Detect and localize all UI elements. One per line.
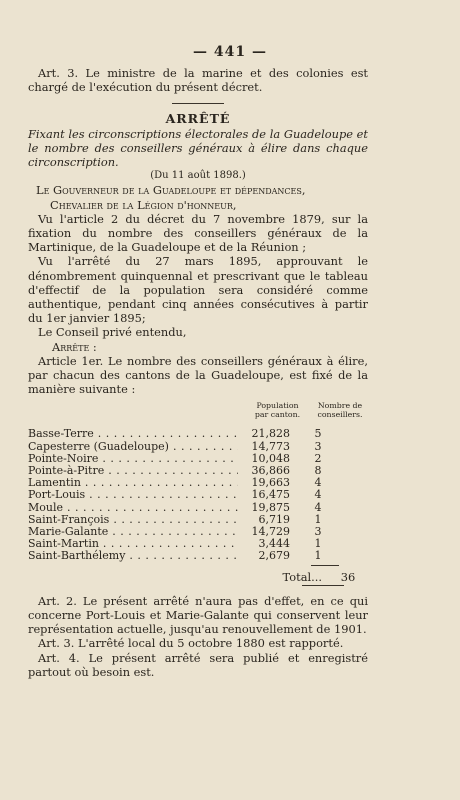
vu-arrete: Vu l'arrêté du 27 mars 1895, approuvant le dénombrement quinquennal et prescrivant que le tableau d'effectif de la population sera considéré comme authentique, pendant cinq années consécutives à partir du 1er janvier 1895; <box>28 254 368 326</box>
canton-councillors: 4 <box>314 476 322 490</box>
header-number: Nombre de conseillers. <box>317 401 363 420</box>
closing-articles <box>28 594 368 679</box>
canton-councillors: 4 <box>314 488 322 502</box>
article-4: Art. 4. Le présent arrêté sera publié et enregistré partout où besoin est. <box>28 650 368 679</box>
table-row <box>28 549 368 561</box>
table-row <box>28 464 368 476</box>
canton-population: 2,679 <box>258 549 290 563</box>
arrete-date: (Du 11 août 1898.) <box>150 170 246 182</box>
arrete-word: Arrête : <box>52 339 97 354</box>
canton-councillors: 1 <box>314 549 322 563</box>
vu-decret: Vu l'article 2 du décret du 7 novembre 1879, sur la fixation du nombre des conseillers généraux de la Martinique, de la Guadeloupe et de la Réunion ; <box>28 211 368 255</box>
canton-councillors: 1 <box>314 537 322 551</box>
canton-councillors: 2 <box>314 451 322 465</box>
previous-article-3: Art. 3. Le ministre de la marine et des colonies est chargé de l'exécution du présent décret. <box>28 66 368 95</box>
canton-councillors: 3 <box>314 524 322 538</box>
governor-title: Le Gouverneur de la Guadeloupe et dépendances, <box>36 183 306 198</box>
header-population: Population par canton. <box>254 401 301 420</box>
table-total <box>28 570 368 584</box>
canton-name: Capesterre (Guadeloupe) . . . <box>28 440 238 454</box>
table-header <box>28 401 368 419</box>
canton-population: 16,475 <box>251 488 290 502</box>
canton-councillors: 1 <box>314 512 322 526</box>
canton-name: Saint-Barthélemy . . . <box>28 549 238 563</box>
canton-name: Pointe-Noire . . . <box>28 452 238 466</box>
table-row <box>28 525 368 537</box>
conseil-prive: Le Conseil privé entendu, <box>38 325 187 340</box>
article-2: Art. 2. Le présent arrêté n'aura pas d'effet, en ce qui concerne Port-Louis et Marie-Galante qui conservent leur représentation actuelle, jusqu'au renouvellement de 1901. <box>28 593 368 637</box>
table-row <box>28 501 368 513</box>
total-value: 36 <box>340 569 356 584</box>
table-row <box>28 427 368 439</box>
canton-table <box>28 427 368 561</box>
canton-population: 3,444 <box>258 537 290 551</box>
total-rule-top <box>311 565 339 566</box>
table-row <box>28 476 368 488</box>
table-row <box>28 440 368 452</box>
canton-name: Marie-Galante . . . <box>28 525 238 539</box>
canton-name: Moule . . . <box>28 501 238 515</box>
arrete-subject: Fixant les circonscriptions électorales de la Guadeloupe et le nombre des conseillers généraux à élire dans chaque circonscription. <box>28 126 368 170</box>
total-rule-bottom <box>302 585 344 586</box>
canton-councillors: 3 <box>314 439 322 453</box>
canton-name: Basse-Terre . . . <box>28 427 238 441</box>
canton-population: 14,773 <box>251 439 290 453</box>
table-row <box>28 537 368 549</box>
page-number: — 441 — <box>193 44 267 60</box>
canton-population: 14,729 <box>251 524 290 538</box>
total-label: Total... <box>282 569 322 584</box>
canton-name: Port-Louis . . . <box>28 488 238 502</box>
canton-councillors: 4 <box>314 500 322 514</box>
canton-population: 21,828 <box>251 427 290 441</box>
article-3: Art. 3. L'arrêté local du 5 octobre 1880 est rapporté. <box>38 636 344 651</box>
canton-population: 19,663 <box>251 476 290 490</box>
canton-population: 10,048 <box>251 451 290 465</box>
canton-name: Saint-Martin . . . <box>28 537 238 551</box>
table-row <box>28 513 368 525</box>
page-content <box>28 66 368 679</box>
canton-population: 19,875 <box>251 500 290 514</box>
canton-name: Lamentin . . . <box>28 476 238 490</box>
article-1: Article 1er. Le nombre des conseillers généraux à élire, par chacun des cantons de la Guadeloupe, est fixé de la manière suivante : <box>28 353 368 397</box>
arrete-title: ARRÊTÉ <box>165 111 231 127</box>
table-row <box>28 488 368 500</box>
table-row <box>28 452 368 464</box>
canton-councillors: 5 <box>314 427 322 441</box>
canton-population: 6,719 <box>258 512 290 526</box>
canton-population: 36,866 <box>251 464 290 478</box>
section-divider <box>172 103 224 104</box>
governor-honor: Chevalier de la Légion d'honneur, <box>50 197 237 212</box>
canton-name: Pointe-à-Pitre . . . <box>28 464 238 478</box>
canton-name: Saint-François . . . <box>28 513 238 527</box>
canton-councillors: 8 <box>314 464 322 478</box>
